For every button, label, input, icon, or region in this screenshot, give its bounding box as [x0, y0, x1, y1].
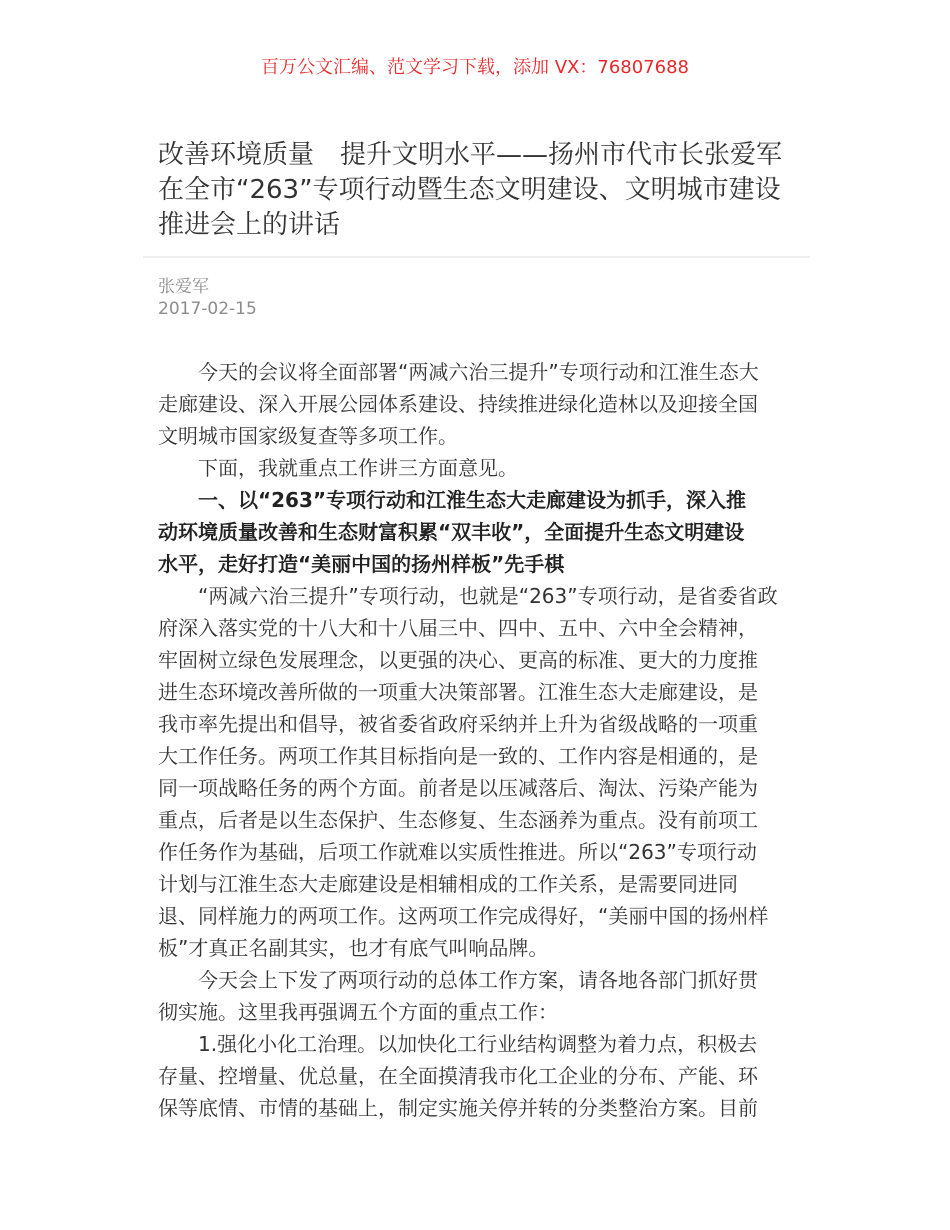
publish-date: 2017-02-15 — [158, 299, 257, 319]
text-line: 存量、控增量、优总量，在全面摸清我市化工企业的分布、产能、环 — [158, 1064, 758, 1088]
text-line: 我市率先提出和倡导，被省委省政府采纳并上升为省级战略的一项重 — [158, 712, 758, 736]
text-line: 府深入落实党的十八大和十八届三中、四中、五中、六中全会精神， — [158, 616, 758, 640]
article-title — [158, 138, 808, 243]
text-line: 今天的会议将全面部署“两减六治三提升”专项行动和江淮生态大 — [158, 360, 759, 384]
paragraph — [158, 1028, 798, 1124]
paragraph — [158, 356, 798, 452]
text-line: 1.强化小化工治理。以加快化工行业结构调整为着力点，积极去 — [158, 1032, 758, 1056]
text-line: 保等底情、市情的基础上，制定实施关停并转的分类整治方案。目前 — [158, 1096, 758, 1120]
text-line: “两减六治三提升”专项行动，也就是“263”专项行动，是省委省政 — [158, 584, 778, 608]
text-line: 今天会上下发了两项行动的总体工作方案，请各地各部门抓好贯 — [158, 968, 758, 992]
download-banner: 百万公文汇编、范文学习下载，添加 VX：76807688 — [261, 57, 689, 78]
text-line: 牢固树立绿色发展理念，以更强的决心、更高的标准、更大的力度推 — [158, 648, 758, 672]
text-line: 文明城市国家级复查等多项工作。 — [158, 424, 458, 448]
divider — [143, 256, 810, 258]
text-line: 进生态环境改善所做的一项重大决策部署。江淮生态大走廊建设，是 — [158, 680, 758, 704]
text-line: 水平，走好打造“美丽中国的扬州样板”先手棋 — [158, 552, 565, 576]
text-line: 同一项战略任务的两个方面。前者是以压减落后、淘汰、污染产能为 — [158, 776, 758, 800]
text-line: 走廊建设、深入开展公园体系建设、持续推进绿化造林以及迎接全国 — [158, 392, 758, 416]
text-line: 下面，我就重点工作讲三方面意见。 — [158, 456, 518, 480]
article-body — [158, 356, 798, 1124]
paragraph — [158, 964, 798, 1028]
title-line: 推进会上的讲话 — [158, 210, 341, 240]
text-line: 重点，后者是以生态保护、生态修复、生态涵养为重点。没有前项工 — [158, 808, 758, 832]
text-line: 退、同样施力的两项工作。这两项工作完成得好，“美丽中国的扬州样 — [158, 904, 769, 928]
text-line: 大工作任务。两项工作其目标指向是一致的、工作内容是相通的，是 — [158, 744, 758, 768]
section-heading — [158, 484, 798, 580]
text-line: 板”才真正名副其实，也才有底气叫响品牌。 — [158, 936, 549, 960]
title-line: 改善环境质量 提升文明水平——扬州市代市长张爱军 — [158, 140, 783, 170]
text-line: 作任务作为基础，后项工作就难以实质性推进。所以“263”专项行动 — [158, 840, 757, 864]
paragraph — [158, 452, 798, 484]
text-line: 彻实施。这里我再强调五个方面的重点工作： — [158, 1000, 558, 1024]
paragraph — [158, 580, 798, 964]
text-line: 计划与江淮生态大走廊建设是相辅相成的工作关系，是需要同进同 — [158, 872, 738, 896]
title-line: 在全市“263”专项行动暨生态文明建设、文明城市建设 — [158, 175, 781, 205]
author: 张爱军 — [158, 277, 209, 297]
text-line: 动环境质量改善和生态财富积累“双丰收”，全面提升生态文明建设 — [158, 520, 745, 544]
text-line: 一、以“263”专项行动和江淮生态大走廊建设为抓手，深入推 — [158, 488, 747, 512]
article-meta — [158, 276, 257, 320]
